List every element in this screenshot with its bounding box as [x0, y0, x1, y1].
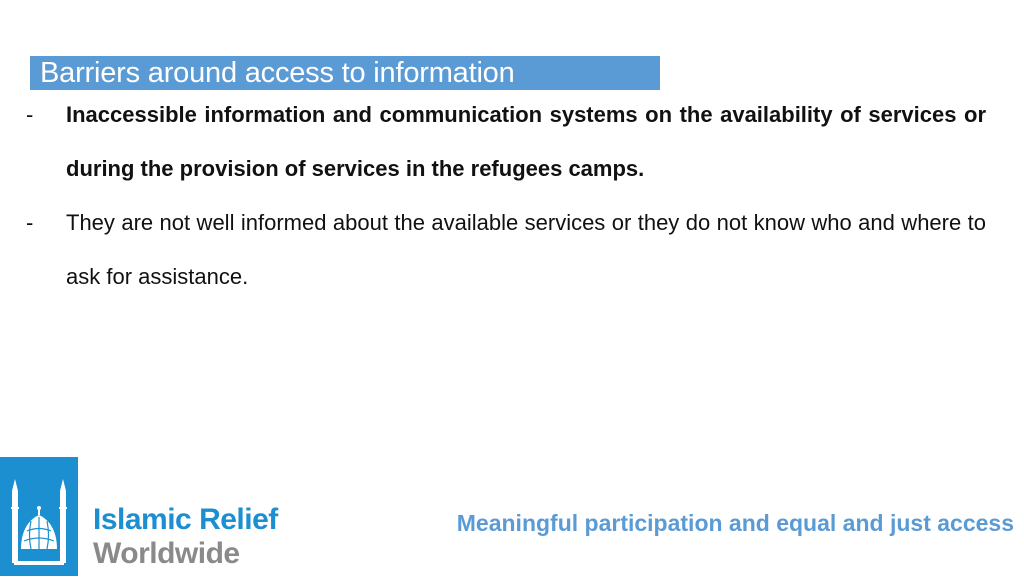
slide-title: Barriers around access to information — [40, 57, 515, 89]
brand-name-line1: Islamic Relief — [93, 503, 278, 536]
brand-name-line2: Worldwide — [93, 537, 240, 570]
bullet-text: Inaccessible information and communication systems on the availability of services or during the provision of services in the refugees camps. — [66, 102, 986, 181]
footer-caption: Meaningful participation and equal and just access — [456, 510, 1014, 536]
bullet-item — [24, 88, 986, 196]
bullet-list — [24, 88, 986, 304]
mosque-dome-logo-icon — [0, 457, 78, 576]
logo-emblem — [0, 457, 78, 576]
bullet-marker: - — [26, 102, 34, 127]
brand-logo-text — [93, 503, 278, 571]
bullet-item — [24, 196, 986, 304]
bullet-text: They are not well informed about the available services or they do not know who and where to ask for assistance. — [66, 210, 986, 289]
bullet-marker: - — [26, 210, 34, 235]
